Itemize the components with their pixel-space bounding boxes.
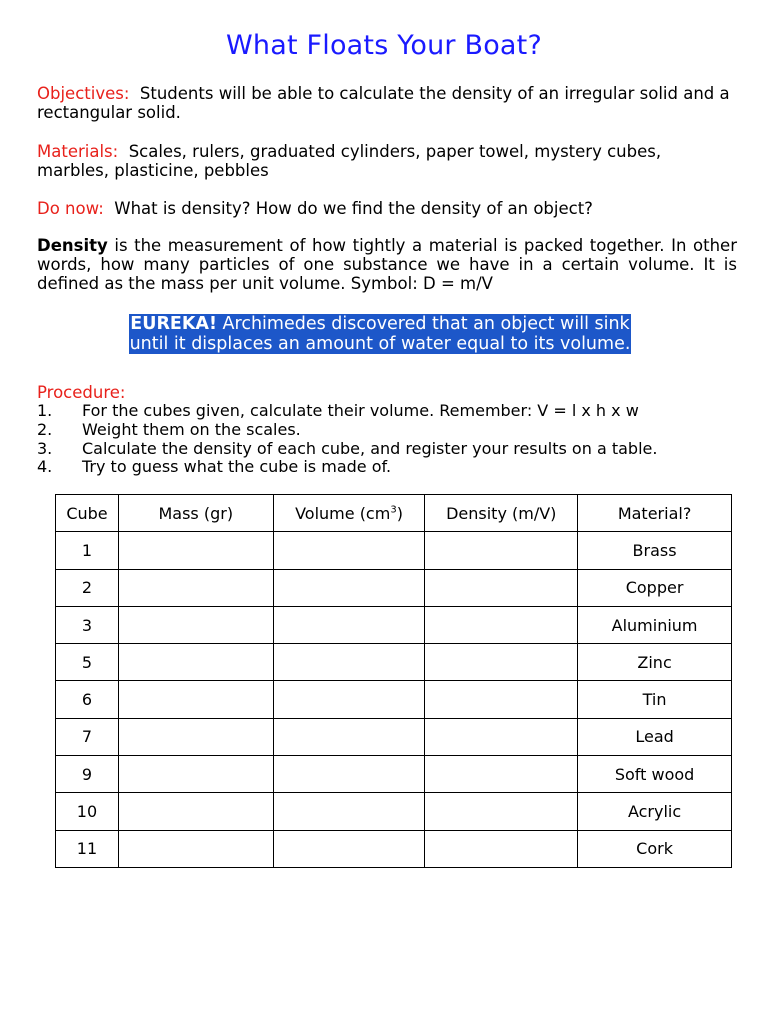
step-number: 3. — [37, 438, 53, 458]
mass-input-cell[interactable] — [118, 532, 273, 569]
volume-input-cell[interactable] — [273, 793, 425, 830]
volume-input-cell[interactable] — [273, 718, 425, 755]
procedure-step — [37, 440, 737, 459]
do-now-text: What is density? How do we find the density of an object? — [114, 199, 593, 218]
mass-input-cell[interactable] — [118, 606, 273, 643]
cube-number-cell: 6 — [56, 681, 119, 718]
table-row — [56, 756, 732, 793]
materials-label: Materials: — [37, 142, 119, 161]
step-text: For the cubes given, calculate their volume. Remember: V = l x h x w — [82, 401, 639, 420]
material-cell: Acrylic — [578, 793, 732, 830]
mass-input-cell[interactable] — [118, 793, 273, 830]
cube-number-cell: 1 — [56, 532, 119, 569]
material-cell: Zinc — [578, 644, 732, 681]
table-row — [56, 681, 732, 718]
density-input-cell[interactable] — [425, 793, 578, 830]
cube-number-cell: 11 — [56, 830, 119, 867]
mass-input-cell[interactable] — [118, 644, 273, 681]
objectives-paragraph — [37, 84, 737, 122]
density-input-cell[interactable] — [425, 830, 578, 867]
do-now-paragraph — [37, 199, 737, 218]
table-row — [56, 569, 732, 606]
step-number: 1. — [37, 401, 53, 420]
table-header-row — [56, 495, 732, 532]
objectives-text: Students will be able to calculate the density of an irregular solid and a rectangular solid. — [37, 84, 730, 122]
results-table — [55, 494, 732, 868]
volume-input-cell[interactable] — [273, 569, 425, 606]
eureka-line-1 — [129, 314, 630, 334]
volume-input-cell[interactable] — [273, 756, 425, 793]
materials-text: Scales, rulers, graduated cylinders, paper towel, mystery cubes, marbles, plasticine, pebbles — [37, 142, 662, 180]
cube-number-cell: 9 — [56, 756, 119, 793]
volume-input-cell[interactable] — [273, 681, 425, 718]
eureka-line-2: until it displaces an amount of water equal to its volume. — [129, 334, 631, 354]
density-input-cell[interactable] — [425, 644, 578, 681]
volume-input-cell[interactable] — [273, 830, 425, 867]
density-paragraph — [37, 236, 737, 293]
material-cell: Lead — [578, 718, 732, 755]
procedure-steps — [37, 402, 737, 477]
eureka-line-1-text: Archimedes discovered that an object will sink — [222, 314, 630, 334]
table-row — [56, 644, 732, 681]
density-input-cell[interactable] — [425, 569, 578, 606]
mass-input-cell[interactable] — [118, 718, 273, 755]
header-cube: Cube — [56, 495, 119, 532]
mass-input-cell[interactable] — [118, 569, 273, 606]
table-row — [56, 606, 732, 643]
cube-number-cell: 2 — [56, 569, 119, 606]
materials-paragraph — [37, 142, 737, 180]
density-input-cell[interactable] — [425, 681, 578, 718]
eureka-callout — [60, 314, 700, 354]
density-input-cell[interactable] — [425, 756, 578, 793]
density-text: is the measurement of how tightly a material is packed together. In other words, how many particles of one substance we have in a certain volume. It is defined as the mass per unit volume. Symbol: D = m/V — [37, 236, 737, 293]
table-row — [56, 793, 732, 830]
material-cell: Brass — [578, 532, 732, 569]
material-cell: Cork — [578, 830, 732, 867]
cube-number-cell: 5 — [56, 644, 119, 681]
step-text: Calculate the density of each cube, and register your results on a table. — [82, 438, 658, 458]
density-input-cell[interactable] — [425, 606, 578, 643]
material-cell: Soft wood — [578, 756, 732, 793]
step-number: 2. — [37, 419, 53, 439]
eureka-label: EUREKA! — [130, 314, 217, 334]
procedure-step — [37, 421, 737, 440]
header-material: Material? — [578, 495, 732, 532]
cube-number-cell: 7 — [56, 718, 119, 755]
mass-input-cell[interactable] — [118, 756, 273, 793]
material-cell: Copper — [578, 569, 732, 606]
header-volume-text: Volume (cm — [295, 503, 391, 523]
table-body — [56, 532, 732, 868]
header-volume-sup: 3 — [390, 504, 397, 516]
material-cell: Tin — [578, 681, 732, 718]
volume-input-cell[interactable] — [273, 606, 425, 643]
density-input-cell[interactable] — [425, 532, 578, 569]
header-volume-close: ) — [396, 503, 403, 523]
step-text: Try to guess what the cube is made of. — [82, 457, 392, 477]
header-volume — [273, 495, 425, 532]
header-density: Density (m/V) — [425, 495, 578, 532]
volume-input-cell[interactable] — [273, 644, 425, 681]
table-row — [56, 718, 732, 755]
objectives-label: Objectives: — [37, 84, 130, 103]
step-text: Weight them on the scales. — [82, 419, 301, 439]
material-cell: Aluminium — [578, 606, 732, 643]
do-now-label: Do now: — [37, 199, 104, 218]
cube-number-cell: 10 — [56, 793, 119, 830]
density-term: Density — [37, 236, 108, 255]
procedure-step — [37, 402, 737, 421]
table-row — [56, 830, 732, 867]
cube-number-cell: 3 — [56, 606, 119, 643]
density-input-cell[interactable] — [425, 718, 578, 755]
volume-input-cell[interactable] — [273, 532, 425, 569]
step-number: 4. — [37, 457, 53, 477]
header-mass: Mass (gr) — [118, 495, 273, 532]
page-title: What Floats Your Boat? — [226, 30, 542, 61]
procedure-title: Procedure: — [37, 383, 126, 402]
table-row — [56, 532, 732, 569]
mass-input-cell[interactable] — [118, 681, 273, 718]
procedure-step — [37, 458, 737, 477]
mass-input-cell[interactable] — [118, 830, 273, 867]
